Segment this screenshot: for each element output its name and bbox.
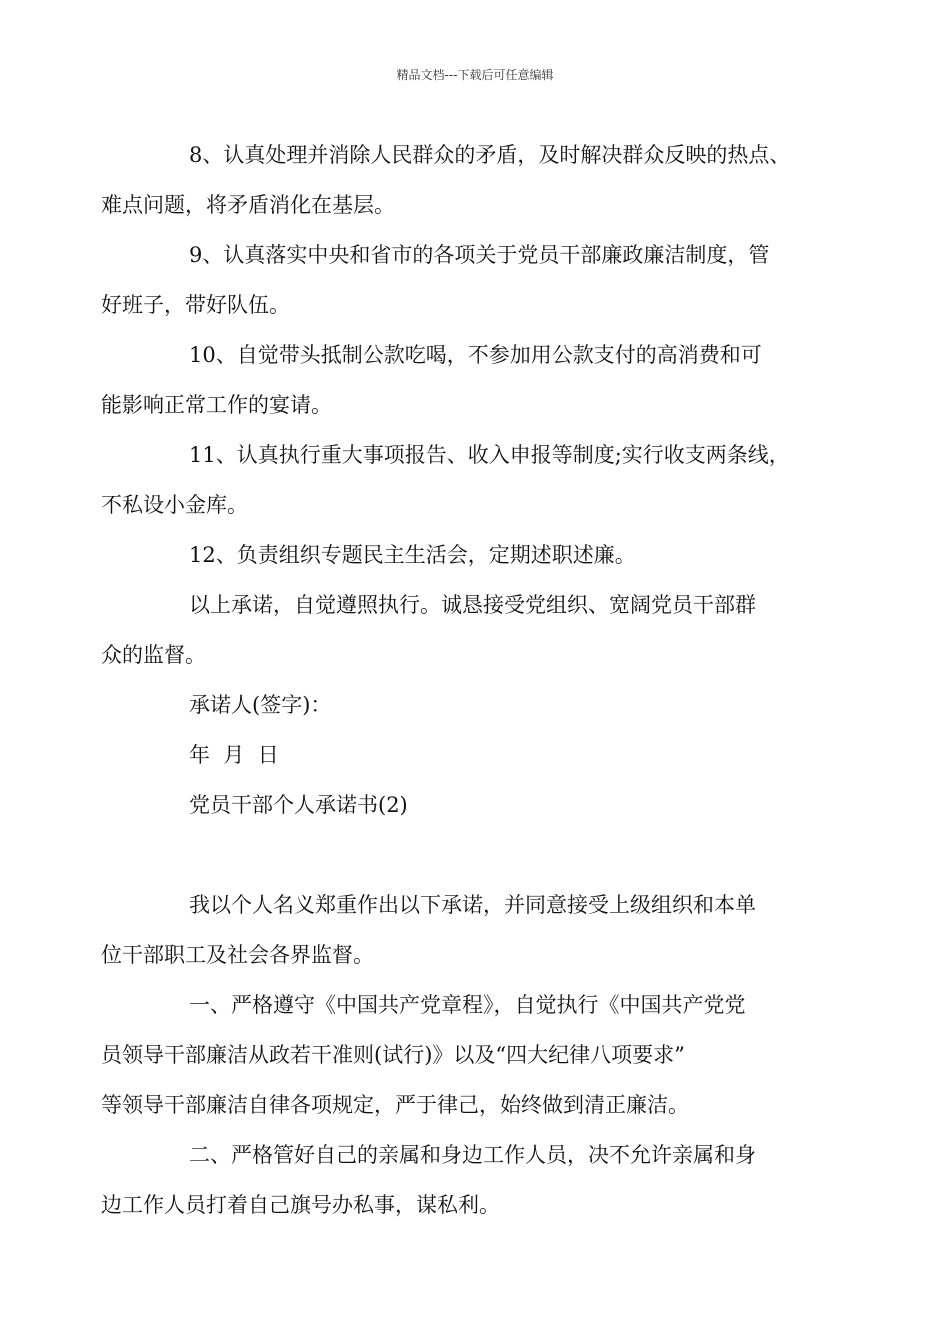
text-line: 位干部职工及社会各界监督。 — [101, 943, 374, 967]
document-body — [101, 130, 835, 1230]
page-header: 精品文档---下载后可任意编辑 — [396, 68, 554, 82]
text-line: 10、自觉带头抵制公款吃喝，不参加用公款支付的高消费和可 — [189, 343, 762, 367]
paragraph-item-two — [101, 1130, 835, 1230]
text-line: 不私设小金库。 — [101, 493, 248, 517]
text-line: 一、严格遵守《中国共产党章程》，自觉执行《中国共产党党 — [189, 993, 746, 1017]
text-line: 12、负责组织专题民主生活会，定期述职述廉。 — [189, 543, 636, 567]
date-line — [145, 730, 835, 780]
text-line: 好班子，带好队伍。 — [101, 293, 290, 317]
text-line: 9、认真落实中央和省市的各项关于党员干部廉政廉洁制度，管 — [189, 243, 770, 267]
text-line: 8、认真处理并消除人民群众的矛盾，及时解决群众反映的热点、 — [189, 143, 791, 167]
text-line: 11、认真执行重大事项报告、收入申报等制度;实行收支两条线， — [189, 443, 790, 467]
spacer — [145, 830, 835, 880]
section-title — [145, 780, 835, 830]
text-line: 党员干部个人承诺书(2) — [189, 793, 408, 817]
paragraph-item-11 — [101, 430, 835, 530]
text-line: 以上承诺，自觉遵照执行。诚恳接受党组织、宽阔党员干部群 — [189, 593, 756, 617]
paragraph-item-9 — [101, 230, 835, 330]
paragraph-item-8 — [101, 130, 835, 230]
text-line: 等领导干部廉洁自律各项规定，严于律己，始终做到清正廉洁。 — [101, 1093, 689, 1117]
paragraph-intro — [101, 880, 835, 980]
paragraph-item-12 — [145, 530, 835, 580]
text-line: 二、严格管好自己的亲属和身边工作人员，决不允许亲属和身 — [189, 1143, 756, 1167]
text-line: 承诺人(签字)： — [189, 693, 332, 717]
text-line: 员领导干部廉洁从政若干准则(试行)》以及“四大纪律八项要求” — [101, 1043, 685, 1067]
text-line: 我以个人名义郑重作出以下承诺，并同意接受上级组织和本单 — [189, 893, 756, 917]
text-line: 难点问题，将矛盾消化在基层。 — [101, 193, 395, 217]
signature-line — [145, 680, 835, 730]
text-line: 能影响正常工作的宴请。 — [101, 393, 332, 417]
paragraph-item-10 — [101, 330, 835, 430]
paragraph-item-one — [101, 980, 835, 1130]
paragraph-commitment-statement — [101, 580, 835, 680]
text-line: 众的监督。 — [101, 643, 206, 667]
text-line: 边工作人员打着自己旗号办私事，谋私利。 — [101, 1193, 500, 1217]
text-line: 年 月 日 — [189, 743, 279, 767]
